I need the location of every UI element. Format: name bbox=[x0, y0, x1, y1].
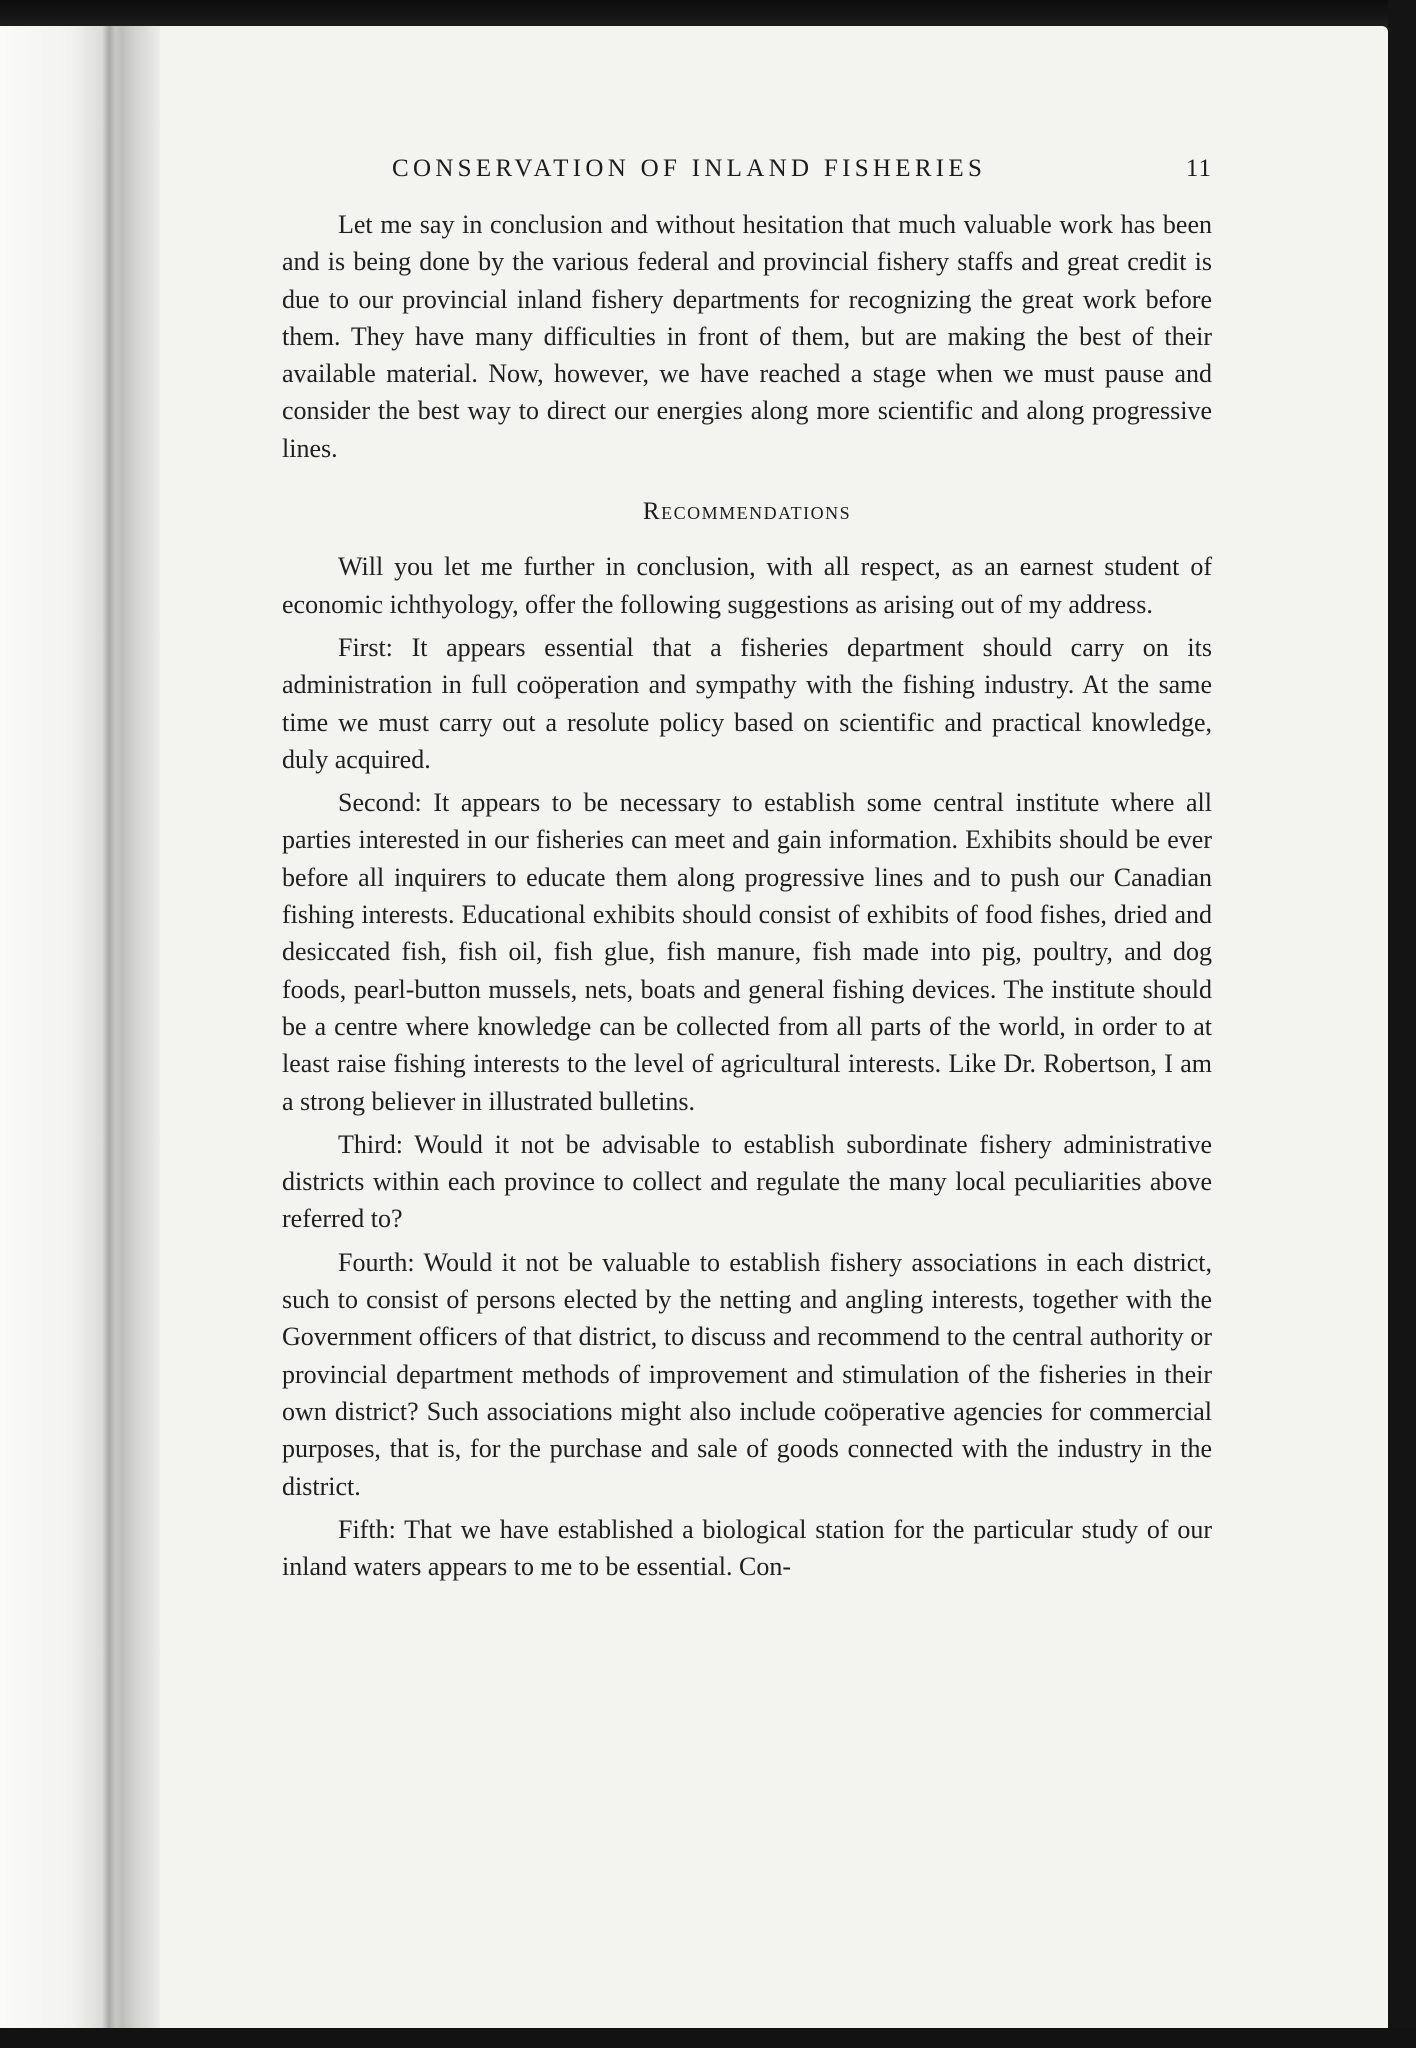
scan-right-edge bbox=[1388, 0, 1416, 2048]
page-gutter-shadow bbox=[0, 26, 160, 2028]
binding-shadow-line bbox=[102, 26, 116, 2028]
paragraph-second: Second: It appears to be necessary to establish some central institute where all parties interested in our fisheries can meet and gain information. Exhibits should be ever before all inquirers to educate them along progressive lines and to push our Canadian fishing interests. Educational exhibits should consist of exhibits of food fishes, dried and desiccated fish, fish oil, fish glue, fish manure, fish made into pig, poultry, and dog foods, pearl-button mussels, nets, boats and general fishing devices. The institute should be a centre where knowledge can be collected from all parts of the world, in order to at least raise fishing interests to the level of agricultural interests. Like Dr. Robertson, I am a strong believer in illustrated bulletins. bbox=[282, 788, 1212, 1116]
section-heading-recommendations: Recommendations bbox=[642, 498, 852, 526]
scan-bottom-edge bbox=[0, 2028, 1416, 2048]
paragraph-conclusion: Let me say in conclusion and without hesitation that much valuable work has been and is being done by the various federal and provincial fishery staffs and great credit is due to our provincial inland fishery departments for recognizing the great work before them. They have many difficulties in front of them, but are making the best of their available material. Now, however, we have reached a stage when we must pause and consider the best way to direct our energies along more scientific and along progressive lines. bbox=[282, 210, 1212, 463]
paragraph-suggestions-intro: Will you let me further in conclusion, with all respect, as an earnest student of economic ichthyology, offer the following suggestions as arising out of my address. bbox=[282, 552, 1212, 619]
paragraph-fifth: Fifth: That we have established a biological station for the particular study of our inland waters appears to me to be essential. Con- bbox=[282, 1514, 1212, 1582]
page-number: 11 bbox=[1185, 155, 1212, 182]
paragraph-third: Third: Would it not be advisable to establish subordinate fishery administrative districts within each province to collect and regulate the many local peculiarities above referred to? bbox=[282, 1129, 1212, 1234]
running-header bbox=[392, 150, 1212, 190]
paragraph-first: First: It appears essential that a fisheries department should carry on its administration in full coöperation and sympathy with the fishing industry. At the same time we must carry out a resolute policy based on scientific and practical knowledge, duly acquired. bbox=[282, 632, 1212, 774]
running-title: CONSERVATION OF INLAND FISHERIES bbox=[392, 155, 987, 182]
paragraph-fourth: Fourth: Would it not be valuable to establish fishery associations in each district, such to consist of persons elected by the netting and angling interests, together with the Government officers of that district, to discuss and recommend to the central authority or provincial department methods of improvement and stimulation of the fisheries in their own district? Such associations might also include coöperative agencies for commercial purposes, that is, for the purchase and sale of goods connected with the industry in the district. bbox=[282, 1247, 1212, 1501]
page-text-block bbox=[282, 150, 1212, 1585]
